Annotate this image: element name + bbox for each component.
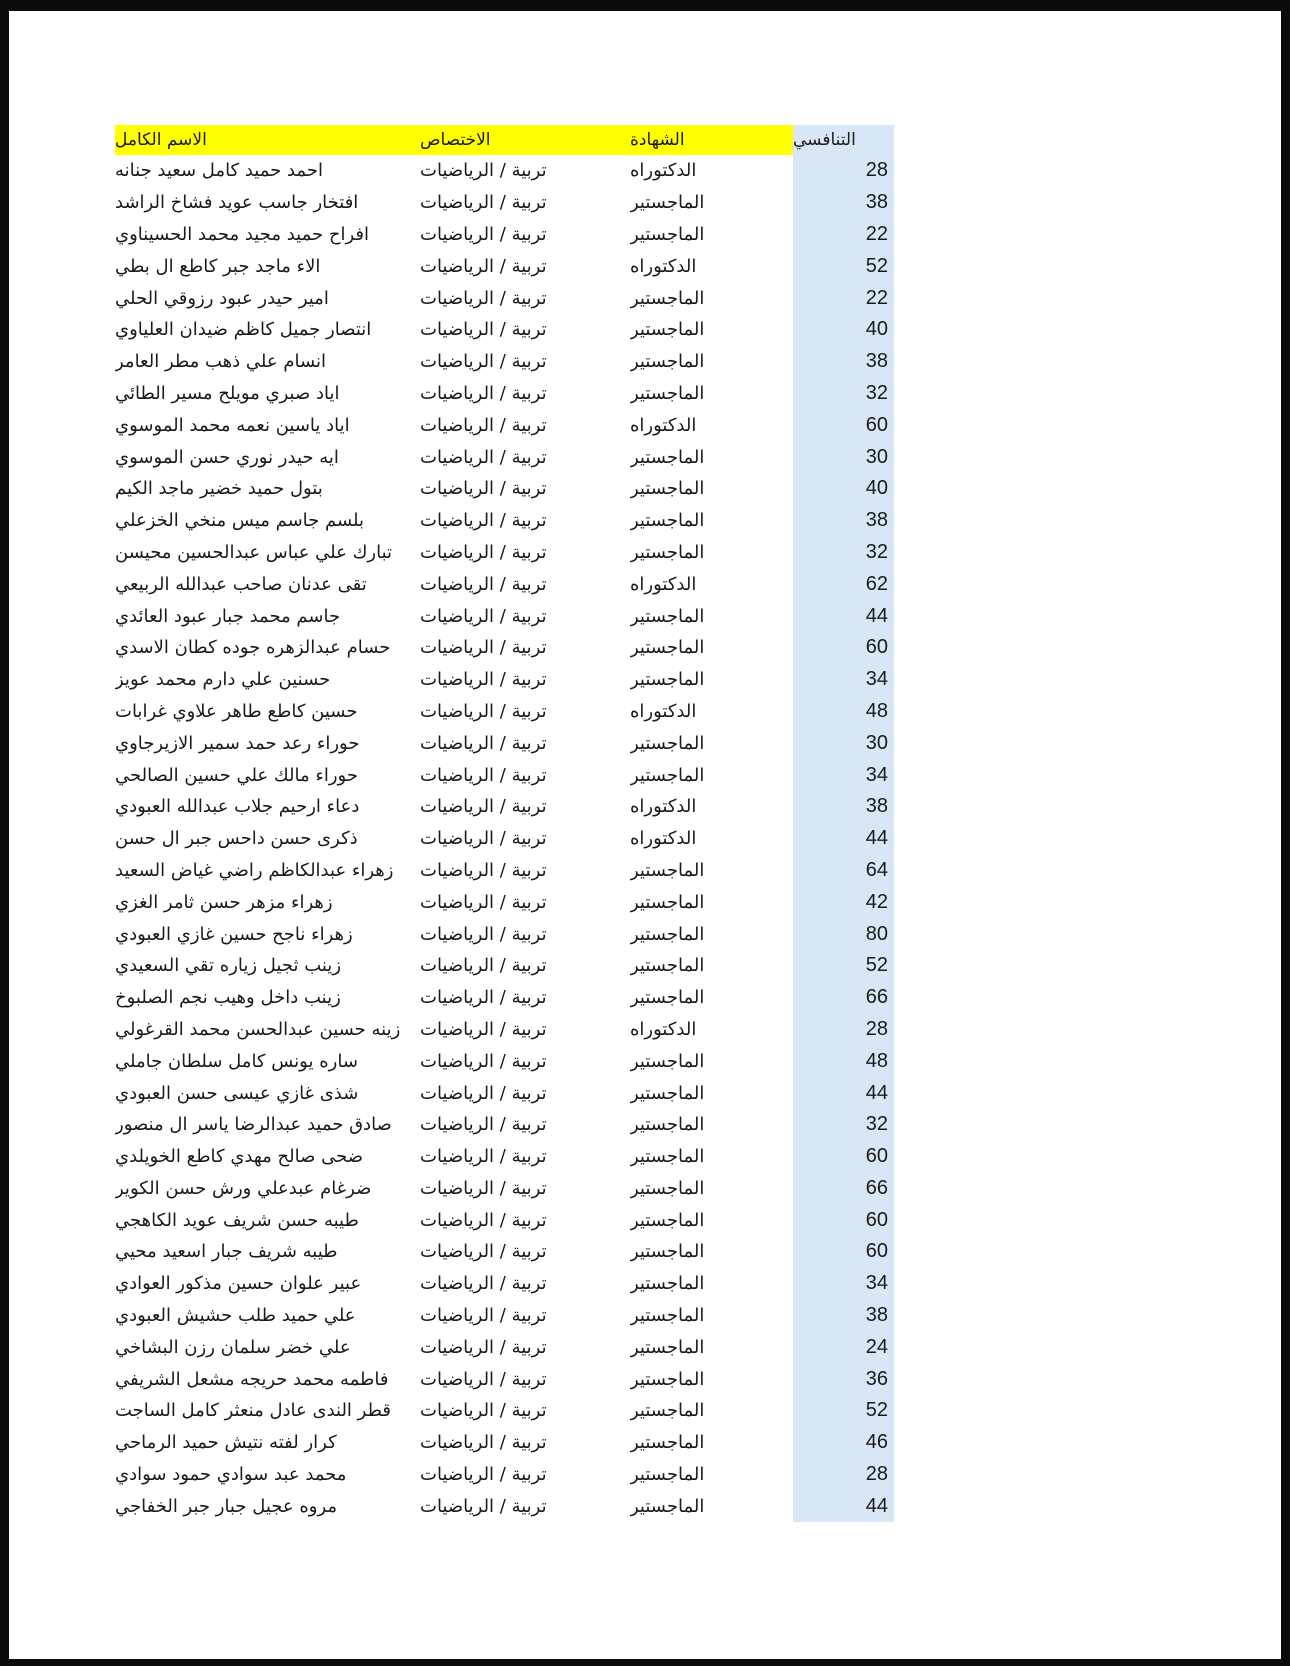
cell-degree: الماجستير bbox=[630, 1336, 705, 1358]
cell-full-name: دعاء ارحيم جلاب عبدالله العبودي bbox=[115, 796, 360, 818]
cell-specialization: تربية / الرياضيات bbox=[420, 192, 547, 214]
cell-specialization: تربية / الرياضيات bbox=[420, 637, 547, 659]
table-row bbox=[115, 696, 894, 728]
table-row bbox=[115, 1268, 894, 1300]
table-row bbox=[115, 918, 894, 950]
table-row bbox=[115, 1173, 894, 1205]
cell-competitive-score: 34 bbox=[793, 1268, 894, 1300]
cell-degree: الماجستير bbox=[630, 1368, 705, 1390]
table-row bbox=[115, 1395, 894, 1427]
cell-degree: الماجستير bbox=[630, 764, 705, 786]
cell-full-name: افتخار جاسب عويد فشاخ الراشد bbox=[115, 192, 359, 214]
cell-competitive-score: 38 bbox=[793, 791, 894, 823]
cell-specialization: تربية / الرياضيات bbox=[420, 573, 547, 595]
cell-degree: الماجستير bbox=[630, 1146, 705, 1168]
cell-full-name: حوراء مالك علي حسين الصالحي bbox=[115, 764, 358, 786]
cell-degree: الماجستير bbox=[630, 192, 705, 214]
cell-competitive-score: 32 bbox=[793, 378, 894, 410]
cell-full-name: تبارك علي عباس عبدالحسين محيسن bbox=[115, 541, 393, 563]
cell-specialization: تربية / الرياضيات bbox=[420, 1082, 547, 1104]
table-row bbox=[115, 1363, 894, 1395]
table-row bbox=[115, 155, 894, 187]
cell-competitive-score: 48 bbox=[793, 1045, 894, 1077]
cell-competitive-score: 52 bbox=[793, 1395, 894, 1427]
cell-degree: الماجستير bbox=[630, 1114, 705, 1136]
cell-full-name: علي خضر سلمان رزن البشاخي bbox=[115, 1336, 351, 1358]
cell-degree: الدكتوراه bbox=[630, 1018, 697, 1040]
cell-specialization: تربية / الرياضيات bbox=[420, 255, 547, 277]
cell-degree: الدكتوراه bbox=[630, 255, 697, 277]
cell-full-name: فاطمه محمد حريجه مشعل الشريفي bbox=[115, 1368, 389, 1390]
cell-competitive-score: 66 bbox=[793, 982, 894, 1014]
cell-degree: الدكتوراه bbox=[630, 573, 697, 595]
cell-degree: الماجستير bbox=[630, 446, 705, 468]
cell-full-name: كرار لفته نتيش حميد الرماحي bbox=[115, 1432, 337, 1454]
cell-competitive-score: 52 bbox=[793, 250, 894, 282]
cell-full-name: افراح حميد مجيد محمد الحسيناوي bbox=[115, 223, 370, 245]
cell-specialization: تربية / الرياضيات bbox=[420, 1114, 547, 1136]
cell-specialization: تربية / الرياضيات bbox=[420, 414, 547, 436]
cell-specialization: تربية / الرياضيات bbox=[420, 1146, 547, 1168]
table-row bbox=[115, 537, 894, 569]
cell-specialization: تربية / الرياضيات bbox=[420, 382, 547, 404]
cell-specialization: تربية / الرياضيات bbox=[420, 764, 547, 786]
cell-degree: الماجستير bbox=[630, 382, 705, 404]
cell-full-name: اياد صبري مويلح مسير الطائي bbox=[115, 382, 340, 404]
cell-full-name: زهراء ناجح حسين غازي العبودي bbox=[115, 923, 353, 945]
table-row bbox=[115, 759, 894, 791]
table-row bbox=[115, 1459, 894, 1491]
cell-degree: الماجستير bbox=[630, 605, 705, 627]
table-row bbox=[115, 505, 894, 537]
cell-competitive-score: 66 bbox=[793, 1173, 894, 1205]
cell-full-name: حسام عبدالزهره جوده كطان الاسدي bbox=[115, 637, 391, 659]
cell-competitive-score: 46 bbox=[793, 1427, 894, 1459]
table-row bbox=[115, 1490, 894, 1522]
cell-competitive-score: 44 bbox=[793, 823, 894, 855]
cell-specialization: تربية / الرياضيات bbox=[420, 1400, 547, 1422]
table-row bbox=[115, 855, 894, 887]
cell-degree: الماجستير bbox=[630, 923, 705, 945]
cell-specialization: تربية / الرياضيات bbox=[420, 828, 547, 850]
cell-competitive-score: 36 bbox=[793, 1363, 894, 1395]
cell-competitive-score: 62 bbox=[793, 568, 894, 600]
cell-specialization: تربية / الرياضيات bbox=[420, 446, 547, 468]
cell-specialization: تربية / الرياضيات bbox=[420, 1177, 547, 1199]
cell-degree: الماجستير bbox=[630, 1082, 705, 1104]
cell-degree: الماجستير bbox=[630, 223, 705, 245]
cell-competitive-score: 60 bbox=[793, 632, 894, 664]
cell-specialization: تربية / الرياضيات bbox=[420, 319, 547, 341]
cell-degree: الماجستير bbox=[630, 1432, 705, 1454]
cell-competitive-score: 52 bbox=[793, 950, 894, 982]
table-row bbox=[115, 664, 894, 696]
table-row bbox=[115, 950, 894, 982]
table-row bbox=[115, 1427, 894, 1459]
cell-specialization: تربية / الرياضيات bbox=[420, 891, 547, 913]
cell-specialization: تربية / الرياضيات bbox=[420, 859, 547, 881]
cell-degree: الماجستير bbox=[630, 1305, 705, 1327]
cell-degree: الماجستير bbox=[630, 955, 705, 977]
table-row bbox=[115, 219, 894, 251]
cell-competitive-score: 30 bbox=[793, 441, 894, 473]
table-row bbox=[115, 600, 894, 632]
table-row bbox=[115, 1109, 894, 1141]
cell-degree: الماجستير bbox=[630, 1209, 705, 1231]
cell-full-name: علي حميد طلب حشيش العبودي bbox=[115, 1305, 356, 1327]
table-row bbox=[115, 632, 894, 664]
cell-degree: الماجستير bbox=[630, 859, 705, 881]
header-degree: الشهادة bbox=[630, 125, 793, 155]
cell-competitive-score: 48 bbox=[793, 696, 894, 728]
cell-specialization: تربية / الرياضيات bbox=[420, 1495, 547, 1517]
cell-competitive-score: 80 bbox=[793, 918, 894, 950]
cell-full-name: شذى غازي عيسى حسن العبودي bbox=[115, 1082, 359, 1104]
cell-specialization: تربية / الرياضيات bbox=[420, 287, 547, 309]
cell-specialization: تربية / الرياضيات bbox=[420, 160, 547, 182]
cell-full-name: محمد عبد سوادي حمود سوادي bbox=[115, 1464, 347, 1486]
cell-competitive-score: 38 bbox=[793, 1300, 894, 1332]
table-row bbox=[115, 1300, 894, 1332]
cell-specialization: تربية / الرياضيات bbox=[420, 1368, 547, 1390]
table-row bbox=[115, 1204, 894, 1236]
table-row bbox=[115, 791, 894, 823]
cell-degree: الماجستير bbox=[630, 1050, 705, 1072]
table-row bbox=[115, 1331, 894, 1363]
table-row bbox=[115, 886, 894, 918]
cell-competitive-score: 44 bbox=[793, 600, 894, 632]
table-row bbox=[115, 409, 894, 441]
cell-specialization: تربية / الرياضيات bbox=[420, 510, 547, 532]
cell-specialization: تربية / الرياضيات bbox=[420, 1018, 547, 1040]
cell-full-name: مروه عجيل جبار جبر الخفاجي bbox=[115, 1495, 338, 1517]
cell-specialization: تربية / الرياضيات bbox=[420, 1464, 547, 1486]
cell-competitive-score: 22 bbox=[793, 219, 894, 251]
cell-degree: الماجستير bbox=[630, 1495, 705, 1517]
table-row bbox=[115, 982, 894, 1014]
cell-competitive-score: 60 bbox=[793, 1236, 894, 1268]
header-specialization: الاختصاص bbox=[420, 125, 630, 155]
table-body bbox=[115, 155, 894, 1522]
cell-degree: الماجستير bbox=[630, 351, 705, 373]
cell-specialization: تربية / الرياضيات bbox=[420, 955, 547, 977]
cell-competitive-score: 30 bbox=[793, 727, 894, 759]
cell-degree: الماجستير bbox=[630, 510, 705, 532]
cell-degree: الماجستير bbox=[630, 669, 705, 691]
document-page bbox=[9, 11, 1281, 1659]
cell-degree: الدكتوراه bbox=[630, 160, 697, 182]
cell-full-name: حسنين علي دارم محمد عويز bbox=[115, 669, 331, 691]
cell-competitive-score: 44 bbox=[793, 1077, 894, 1109]
cell-full-name: ضحى صالح مهدي كاطع الخويلدي bbox=[115, 1146, 364, 1168]
cell-competitive-score: 40 bbox=[793, 314, 894, 346]
cell-full-name: بتول حميد خضير ماجد الكيم bbox=[115, 478, 323, 500]
cell-degree: الماجستير bbox=[630, 987, 705, 1009]
cell-full-name: ضرغام عبدعلي ورش حسن الكوير bbox=[115, 1177, 372, 1199]
cell-full-name: طيبه شريف جبار اسعيد محيي bbox=[115, 1241, 338, 1263]
cell-competitive-score: 38 bbox=[793, 505, 894, 537]
cell-specialization: تربية / الرياضيات bbox=[420, 1241, 547, 1263]
table-row bbox=[115, 1077, 894, 1109]
cell-competitive-score: 28 bbox=[793, 1459, 894, 1491]
cell-full-name: انتصار جميل كاظم ضيدان العلياوي bbox=[115, 319, 372, 341]
cell-specialization: تربية / الرياضيات bbox=[420, 1432, 547, 1454]
cell-degree: الدكتوراه bbox=[630, 796, 697, 818]
table-row bbox=[115, 187, 894, 219]
cell-specialization: تربية / الرياضيات bbox=[420, 1209, 547, 1231]
cell-full-name: امير حيدر عبود رزوقي الحلي bbox=[115, 287, 329, 309]
cell-full-name: زينه حسين عبدالحسن محمد القرغولي bbox=[115, 1018, 401, 1040]
cell-specialization: تربية / الرياضيات bbox=[420, 700, 547, 722]
table-row bbox=[115, 1045, 894, 1077]
cell-full-name: عبير علوان حسين مذكور العوادي bbox=[115, 1273, 362, 1295]
table-row bbox=[115, 1236, 894, 1268]
cell-full-name: ذكرى حسن داحس جبر ال حسن bbox=[115, 828, 358, 850]
cell-full-name: انسام علي ذهب مطر العامر bbox=[115, 351, 327, 373]
cell-full-name: طيبه حسن شريف عويد الكاهجي bbox=[115, 1209, 359, 1231]
cell-specialization: تربية / الرياضيات bbox=[420, 1336, 547, 1358]
cell-competitive-score: 64 bbox=[793, 855, 894, 887]
cell-degree: الماجستير bbox=[630, 541, 705, 563]
cell-degree: الماجستير bbox=[630, 1464, 705, 1486]
header-full-name: الاسم الكامل bbox=[115, 125, 420, 155]
table-row bbox=[115, 568, 894, 600]
table-row bbox=[115, 1014, 894, 1046]
table-row bbox=[115, 441, 894, 473]
cell-full-name: احمد حميد كامل سعيد جنانه bbox=[115, 160, 323, 182]
cell-competitive-score: 40 bbox=[793, 473, 894, 505]
cell-specialization: تربية / الرياضيات bbox=[420, 1305, 547, 1327]
cell-full-name: حسين كاطع طاهر علاوي غرابات bbox=[115, 700, 358, 722]
cell-specialization: تربية / الرياضيات bbox=[420, 541, 547, 563]
spreadsheet-table bbox=[115, 125, 894, 1522]
cell-specialization: تربية / الرياضيات bbox=[420, 923, 547, 945]
cell-full-name: تقى عدنان صاحب عبدالله الربيعي bbox=[115, 573, 367, 595]
cell-competitive-score: 42 bbox=[793, 886, 894, 918]
cell-degree: الدكتوراه bbox=[630, 414, 697, 436]
table-row bbox=[115, 378, 894, 410]
cell-full-name: زهراء عبدالكاظم راضي غياض السعيد bbox=[115, 859, 394, 881]
table-row bbox=[115, 282, 894, 314]
cell-competitive-score: 38 bbox=[793, 187, 894, 219]
cell-degree: الدكتوراه bbox=[630, 700, 697, 722]
header-competitive-score: التنافسي bbox=[793, 125, 894, 155]
table-row bbox=[115, 727, 894, 759]
cell-competitive-score: 28 bbox=[793, 1014, 894, 1046]
table-row bbox=[115, 1141, 894, 1173]
cell-specialization: تربية / الرياضيات bbox=[420, 732, 547, 754]
cell-full-name: جاسم محمد جبار عبود العائدي bbox=[115, 605, 341, 627]
cell-full-name: زينب ثجيل زياره تقي السعيدي bbox=[115, 955, 342, 977]
cell-competitive-score: 34 bbox=[793, 664, 894, 696]
cell-degree: الماجستير bbox=[630, 891, 705, 913]
cell-full-name: زهراء مزهر حسن ثامر الغزي bbox=[115, 891, 333, 913]
cell-full-name: صادق حميد عبدالرضا ياسر ال منصور bbox=[115, 1114, 392, 1136]
cell-degree: الماجستير bbox=[630, 478, 705, 500]
cell-degree: الماجستير bbox=[630, 1241, 705, 1263]
cell-specialization: تربية / الرياضيات bbox=[420, 987, 547, 1009]
cell-specialization: تربية / الرياضيات bbox=[420, 223, 547, 245]
cell-full-name: قطر الندى عادل منعثر كامل الساجت bbox=[115, 1400, 391, 1422]
table-header-row bbox=[115, 125, 894, 155]
cell-full-name: اياد ياسين نعمه محمد الموسوي bbox=[115, 414, 350, 436]
cell-competitive-score: 32 bbox=[793, 537, 894, 569]
table-row bbox=[115, 346, 894, 378]
cell-full-name: ايه حيدر نوري حسن الموسوي bbox=[115, 446, 339, 468]
cell-competitive-score: 22 bbox=[793, 282, 894, 314]
cell-competitive-score: 28 bbox=[793, 155, 894, 187]
cell-competitive-score: 60 bbox=[793, 1141, 894, 1173]
cell-degree: الماجستير bbox=[630, 732, 705, 754]
cell-specialization: تربية / الرياضيات bbox=[420, 669, 547, 691]
cell-competitive-score: 32 bbox=[793, 1109, 894, 1141]
cell-degree: الدكتوراه bbox=[630, 828, 697, 850]
cell-specialization: تربية / الرياضيات bbox=[420, 478, 547, 500]
cell-degree: الماجستير bbox=[630, 287, 705, 309]
cell-competitive-score: 60 bbox=[793, 1204, 894, 1236]
cell-full-name: حوراء رعد حمد سمير الازيرجاوي bbox=[115, 732, 360, 754]
cell-full-name: الاء ماجد جبر كاطع ال بطي bbox=[115, 255, 321, 277]
cell-degree: الماجستير bbox=[630, 1400, 705, 1422]
cell-degree: الماجستير bbox=[630, 319, 705, 341]
cell-specialization: تربية / الرياضيات bbox=[420, 1273, 547, 1295]
table-row bbox=[115, 473, 894, 505]
cell-specialization: تربية / الرياضيات bbox=[420, 796, 547, 818]
table-row bbox=[115, 250, 894, 282]
cell-competitive-score: 44 bbox=[793, 1490, 894, 1522]
cell-specialization: تربية / الرياضيات bbox=[420, 351, 547, 373]
cell-degree: الماجستير bbox=[630, 637, 705, 659]
table-row bbox=[115, 823, 894, 855]
cell-full-name: ساره يونس كامل سلطان جاملي bbox=[115, 1050, 358, 1072]
cell-competitive-score: 24 bbox=[793, 1331, 894, 1363]
cell-degree: الماجستير bbox=[630, 1177, 705, 1199]
table-row bbox=[115, 314, 894, 346]
cell-full-name: بلسم جاسم ميس منخي الخزعلي bbox=[115, 510, 365, 532]
cell-specialization: تربية / الرياضيات bbox=[420, 605, 547, 627]
cell-competitive-score: 34 bbox=[793, 759, 894, 791]
cell-specialization: تربية / الرياضيات bbox=[420, 1050, 547, 1072]
cell-degree: الماجستير bbox=[630, 1273, 705, 1295]
cell-full-name: زينب داخل وهيب نجم الصلبوخ bbox=[115, 987, 341, 1009]
cell-competitive-score: 60 bbox=[793, 409, 894, 441]
cell-competitive-score: 38 bbox=[793, 346, 894, 378]
